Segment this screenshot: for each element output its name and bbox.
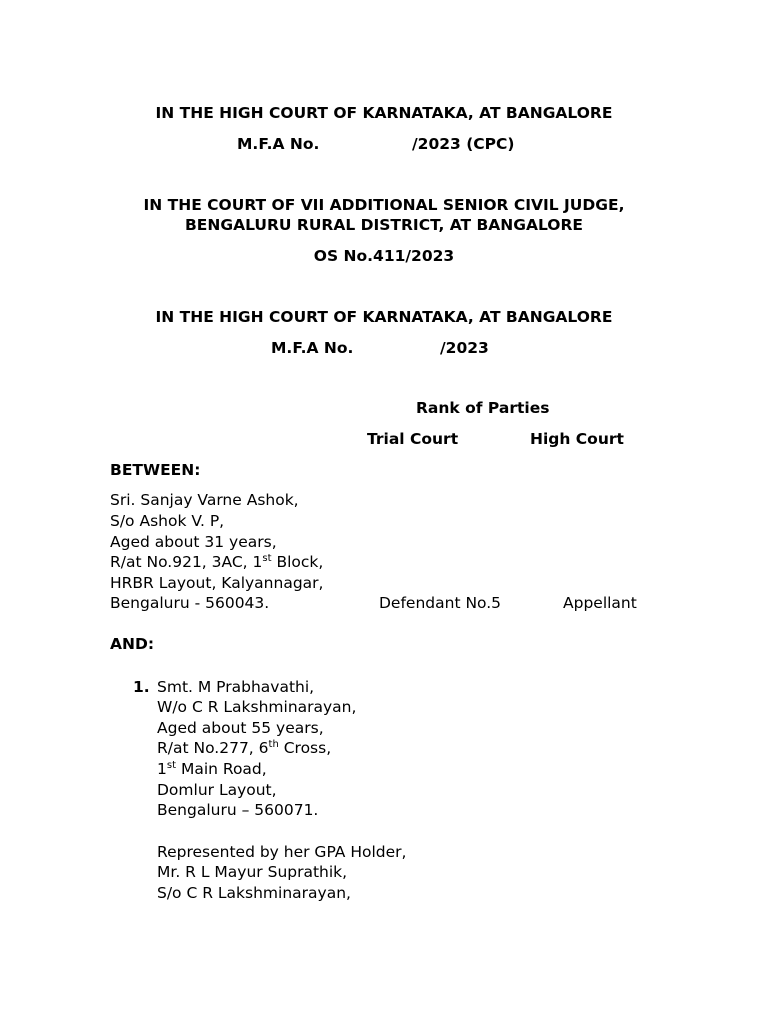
appellant-address-line3: Bengaluru - 560043. [110,594,270,612]
appellant-address-line2: HRBR Layout, Kalyannagar, [110,574,324,592]
mfa-year-2: /2023 [440,339,489,357]
respondent-address-line2 [157,759,267,779]
appellant-high-rank: Appellant [563,594,637,612]
respondent-address-line2-ordinal: st [166,760,177,771]
respondent-representation-line2: Mr. R L Mayur Suprathik, [157,863,348,881]
respondent-number: 1. [133,678,150,696]
and-label: AND: [110,635,155,653]
mfa-year-cpc: /2023 (CPC) [412,135,515,153]
appellant-address-line1-part1: R/at No.921, 3AC, 1 [110,553,263,571]
appellant-address-line1-part2: Block, [271,553,324,571]
trial-court-heading-line2: BENGALURU RURAL DISTRICT, AT BANGALORE [184,216,584,234]
respondent-address-line4: Bengaluru – 560071. [157,801,319,819]
appellant-relation: S/o Ashok V. P, [110,512,225,530]
mfa-number-label-2: M.F.A No. [271,339,354,357]
respondent-address-line1-part1: R/at No.277, 6 [157,739,269,757]
trial-court-column-header: Trial Court [367,430,459,448]
high-court-heading: IN THE HIGH COURT OF KARNATAKA, AT BANGALORE [155,104,613,122]
rank-of-parties-title: Rank of Parties [416,399,550,417]
high-court-column-header: High Court [530,430,624,448]
respondent-address-line2-part2: Main Road, [176,760,267,778]
mfa-number-label: M.F.A No. [237,135,320,153]
trial-court-heading-line1: IN THE COURT OF VII ADDITIONAL SENIOR CIVIL JUDGE, [143,196,625,214]
respondent-address-ordinal: th [268,739,279,750]
respondent-address-line3: Domlur Layout, [157,781,277,799]
appellant-address-line1 [110,552,323,572]
respondent-address-line2-part1: 1 [157,760,167,778]
respondent-name: Smt. M Prabhavathi, [157,678,315,696]
appellant-address-ordinal: st [262,553,272,564]
respondent-address-line1 [157,738,331,758]
respondent-age: Aged about 55 years, [157,719,324,737]
os-number: OS No.411/2023 [313,247,455,265]
respondent-representation-line3: S/o C R Lakshminarayan, [157,884,351,902]
high-court-heading-2: IN THE HIGH COURT OF KARNATAKA, AT BANGALORE [155,308,613,326]
appellant-trial-rank: Defendant No.5 [379,594,502,612]
respondent-relation: W/o C R Lakshminarayan, [157,698,357,716]
respondent-address-line1-part2: Cross, [278,739,332,757]
between-label: BETWEEN: [110,461,201,479]
respondent-representation-line1: Represented by her GPA Holder, [157,843,407,861]
appellant-name: Sri. Sanjay Varne Ashok, [110,491,299,509]
appellant-age: Aged about 31 years, [110,533,277,551]
